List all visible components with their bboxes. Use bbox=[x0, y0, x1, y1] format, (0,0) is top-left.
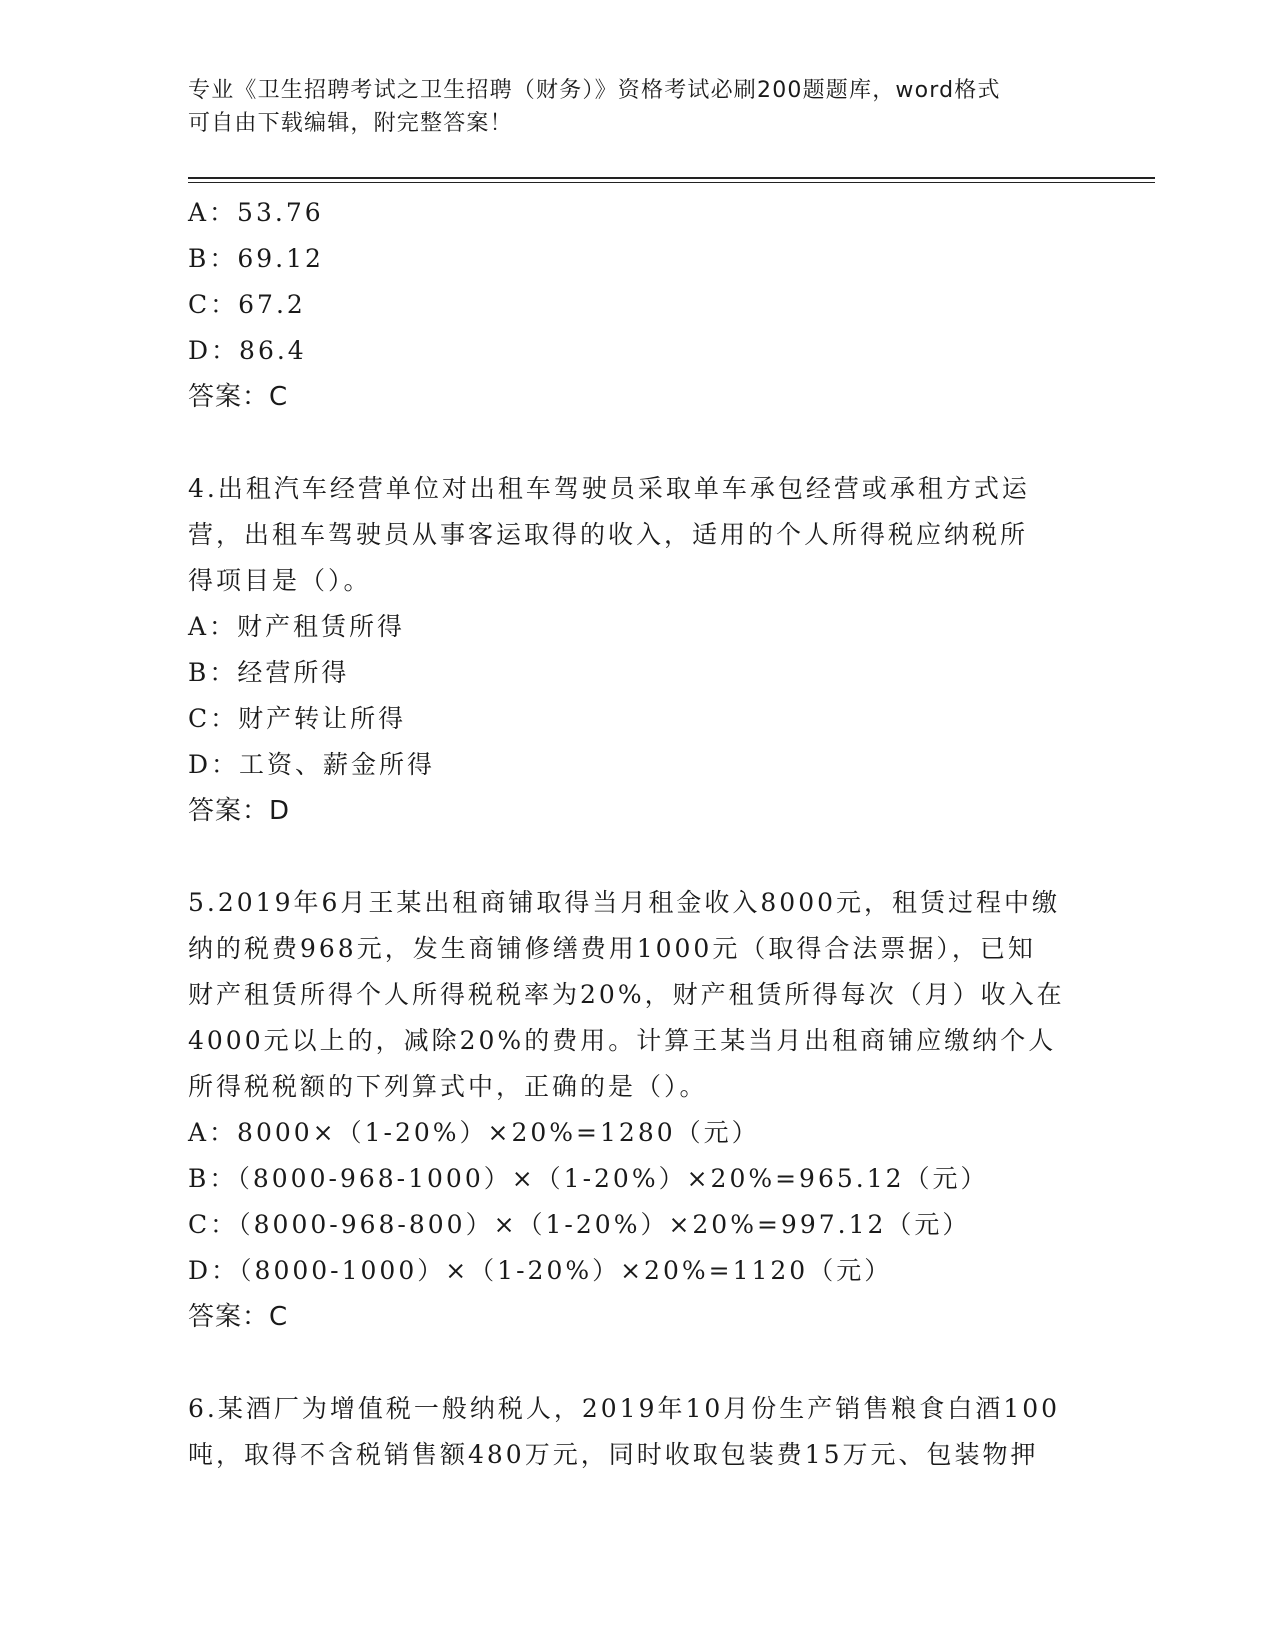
spacer bbox=[188, 420, 1088, 466]
question-stem-line: 纳的税费968元，发生商铺修缮费用1000元（取得合法票据），已知 bbox=[188, 934, 1036, 963]
header-line-1: 专业《卫生招聘考试之卫生招聘（财务）》资格考试必刷200题题库，word格式 bbox=[188, 78, 1001, 103]
question-stem-line: 4000元以上的，减除20%的费用。计算王某当月出租商铺应缴纳个人 bbox=[188, 1026, 1057, 1055]
question-5 bbox=[188, 880, 1088, 1340]
question-stem-line: 所得税税额的下列算式中，正确的是（）。 bbox=[188, 1072, 708, 1101]
spacer bbox=[188, 834, 1088, 880]
question-content bbox=[188, 190, 1088, 1478]
question-stem-line: 营，出租车驾驶员从事客运取得的收入，适用的个人所得税应纳税所 bbox=[188, 520, 1029, 549]
spacer bbox=[188, 1340, 1088, 1386]
question-stem-line: 财产租赁所得个人所得税税率为20%，财产租赁所得每次（月）收入在 bbox=[188, 980, 1065, 1009]
question-4 bbox=[188, 466, 1088, 834]
header-rule-thick bbox=[188, 177, 1155, 179]
option-a: A：8000×（1-20%）×20%=1280（元） bbox=[188, 1118, 760, 1147]
option-c: C：财产转让所得 bbox=[188, 704, 407, 733]
answer-line: 答案：D bbox=[188, 796, 291, 826]
question-stem-line: 吨，取得不含税销售额480万元，同时收取包装费15万元、包装物押 bbox=[188, 1440, 1039, 1469]
option-c: C：67.2 bbox=[188, 290, 306, 319]
answer-line: 答案：C bbox=[188, 1302, 289, 1332]
document-header bbox=[188, 74, 1088, 140]
option-b: B：（8000-968-1000）×（1-20%）×20%=965.12（元） bbox=[188, 1164, 989, 1193]
option-b: B：经营所得 bbox=[188, 658, 350, 687]
header-rule-thin bbox=[188, 182, 1155, 183]
option-a: A：财产租赁所得 bbox=[188, 612, 406, 641]
option-b: B：69.12 bbox=[188, 244, 324, 273]
option-c: C：（8000-968-800）×（1-20%）×20%=997.12（元） bbox=[188, 1210, 971, 1239]
option-d: D：86.4 bbox=[188, 336, 307, 365]
question-stem-line: 6.某酒厂为增值税一般纳税人，2019年10月份生产销售粮食白酒100 bbox=[188, 1394, 1061, 1423]
option-a: A：53.76 bbox=[188, 198, 324, 227]
option-d: D：（8000-1000）×（1-20%）×20%=1120（元） bbox=[188, 1256, 893, 1285]
option-d: D：工资、薪金所得 bbox=[188, 750, 436, 779]
answer-line: 答案：C bbox=[188, 382, 289, 412]
question-stem-line: 5.2019年6月王某出租商铺取得当月租金收入8000元，租赁过程中缴 bbox=[188, 888, 1061, 917]
header-line-2: 可自由下载编辑，附完整答案！ bbox=[188, 111, 513, 136]
question-6 bbox=[188, 1386, 1088, 1478]
question-3 bbox=[188, 190, 1088, 420]
question-stem-line: 得项目是（）。 bbox=[188, 566, 372, 595]
question-stem-line: 4.出租汽车经营单位对出租车驾驶员采取单车承包经营或承租方式运 bbox=[188, 474, 1030, 503]
